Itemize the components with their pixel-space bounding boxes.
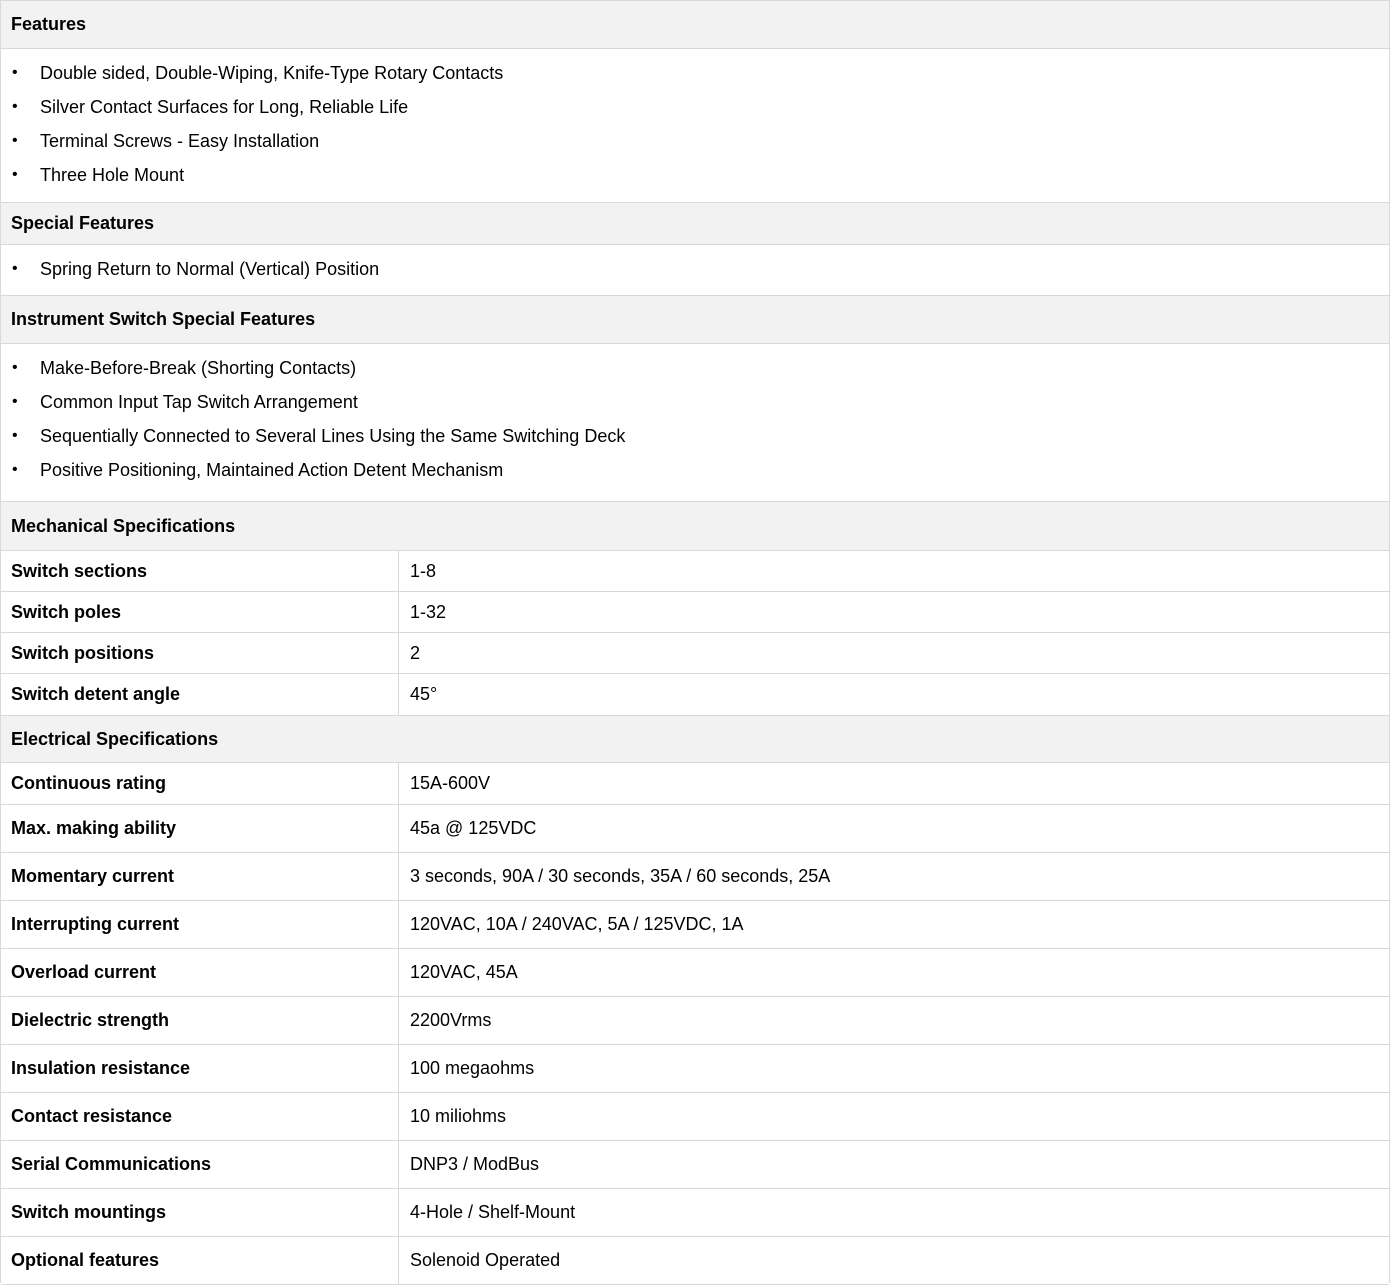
- spec-key: Switch detent angle: [1, 674, 399, 715]
- spec-key: Insulation resistance: [1, 1045, 399, 1092]
- bullet-icon: •: [12, 64, 18, 81]
- bullet-icon: •: [12, 260, 18, 277]
- list-item: [1, 385, 1389, 419]
- list-item-text: Make-Before-Break (Shorting Contacts): [40, 357, 357, 378]
- table-row: [1, 763, 1389, 805]
- spec-key: Dielectric strength: [1, 997, 399, 1044]
- spec-key: Switch positions: [1, 633, 399, 673]
- features-title: Features: [11, 14, 87, 34]
- spec-key: Max. making ability: [1, 805, 399, 852]
- special-features-list: [1, 245, 1389, 295]
- spec-key: Optional features: [1, 1237, 399, 1284]
- bullet-icon: •: [12, 427, 18, 444]
- list-item: [1, 56, 1389, 90]
- instrument-features-list: [1, 344, 1389, 501]
- electrical-header: [1, 715, 1389, 763]
- list-item-text: Three Hole Mount: [40, 164, 185, 185]
- spec-value: DNP3 / ModBus: [410, 1154, 540, 1174]
- bullet-icon: •: [12, 359, 18, 376]
- table-row: [1, 853, 1389, 901]
- table-row: [1, 592, 1389, 633]
- mechanical-table: [1, 551, 1389, 715]
- table-row: [1, 1045, 1389, 1093]
- list-item: [1, 158, 1389, 192]
- instrument-features-title: Instrument Switch Special Features: [11, 309, 316, 329]
- mechanical-header: [1, 501, 1389, 551]
- list-item: [1, 419, 1389, 453]
- table-row: [1, 1237, 1389, 1285]
- table-row: [1, 1093, 1389, 1141]
- spec-value: 2200Vrms: [410, 1010, 492, 1030]
- electrical-table: [1, 763, 1389, 1285]
- spec-key: Interrupting current: [1, 901, 399, 948]
- table-row: [1, 1189, 1389, 1237]
- spec-value: Solenoid Operated: [410, 1250, 561, 1270]
- spec-value: 45°: [410, 684, 438, 704]
- spec-key: Contact resistance: [1, 1093, 399, 1140]
- spec-value: 3 seconds, 90A / 30 seconds, 35A / 60 seconds, 25A: [410, 866, 831, 886]
- spec-value: 1-32: [410, 601, 447, 622]
- spec-value: 4-Hole / Shelf-Mount: [410, 1202, 576, 1222]
- spec-key: Switch sections: [1, 551, 399, 591]
- spec-value: 15A-600V: [410, 773, 491, 793]
- spec-value: 120VAC, 10A / 240VAC, 5A / 125VDC, 1A: [410, 914, 744, 934]
- table-row: [1, 805, 1389, 853]
- features-list: [1, 49, 1389, 202]
- list-item-text: Terminal Screws - Easy Installation: [40, 130, 320, 151]
- spec-key: Momentary current: [1, 853, 399, 900]
- spec-value: 2: [410, 642, 421, 663]
- spec-key: Continuous rating: [1, 763, 399, 804]
- spec-key: Switch mountings: [1, 1189, 399, 1236]
- list-item-text: Silver Contact Surfaces for Long, Reliable Life: [40, 96, 409, 117]
- spec-key: Overload current: [1, 949, 399, 996]
- table-row: [1, 633, 1389, 674]
- bullet-icon: •: [12, 98, 18, 115]
- bullet-icon: •: [12, 132, 18, 149]
- spec-value: 10 miliohms: [410, 1106, 507, 1126]
- special-features-header: [1, 202, 1389, 245]
- bullet-icon: •: [12, 393, 18, 410]
- table-row: [1, 997, 1389, 1045]
- list-item: [1, 453, 1389, 487]
- spec-value: 45a @ 125VDC: [410, 818, 537, 838]
- list-item-text: Sequentially Connected to Several Lines Using the Same Switching Deck: [40, 425, 626, 446]
- list-item-text: Positive Positioning, Maintained Action Detent Mechanism: [40, 459, 504, 480]
- list-item: [1, 351, 1389, 385]
- spec-value: 1-8: [410, 560, 437, 581]
- instrument-features-header: [1, 295, 1389, 344]
- bullet-icon: •: [12, 461, 18, 478]
- spec-value: 100 megaohms: [410, 1058, 535, 1078]
- table-row: [1, 674, 1389, 715]
- table-row: [1, 901, 1389, 949]
- list-item-text: Common Input Tap Switch Arrangement: [40, 391, 358, 412]
- spec-key: Serial Communications: [1, 1141, 399, 1188]
- special-features-title: Special Features: [11, 213, 155, 233]
- features-header: [1, 0, 1389, 49]
- list-item-text: Spring Return to Normal (Vertical) Position: [40, 258, 380, 279]
- list-item: [1, 252, 1389, 286]
- spec-value: 120VAC, 45A: [410, 962, 518, 982]
- table-row: [1, 1141, 1389, 1189]
- bullet-icon: •: [12, 166, 18, 183]
- mechanical-title: Mechanical Specifications: [11, 515, 236, 536]
- table-row: [1, 949, 1389, 997]
- list-item-text: Double sided, Double-Wiping, Knife-Type Rotary Contacts: [40, 62, 504, 83]
- table-row: [1, 551, 1389, 592]
- list-item: [1, 90, 1389, 124]
- electrical-title: Electrical Specifications: [11, 728, 219, 749]
- spec-key: Switch poles: [1, 592, 399, 632]
- list-item: [1, 124, 1389, 158]
